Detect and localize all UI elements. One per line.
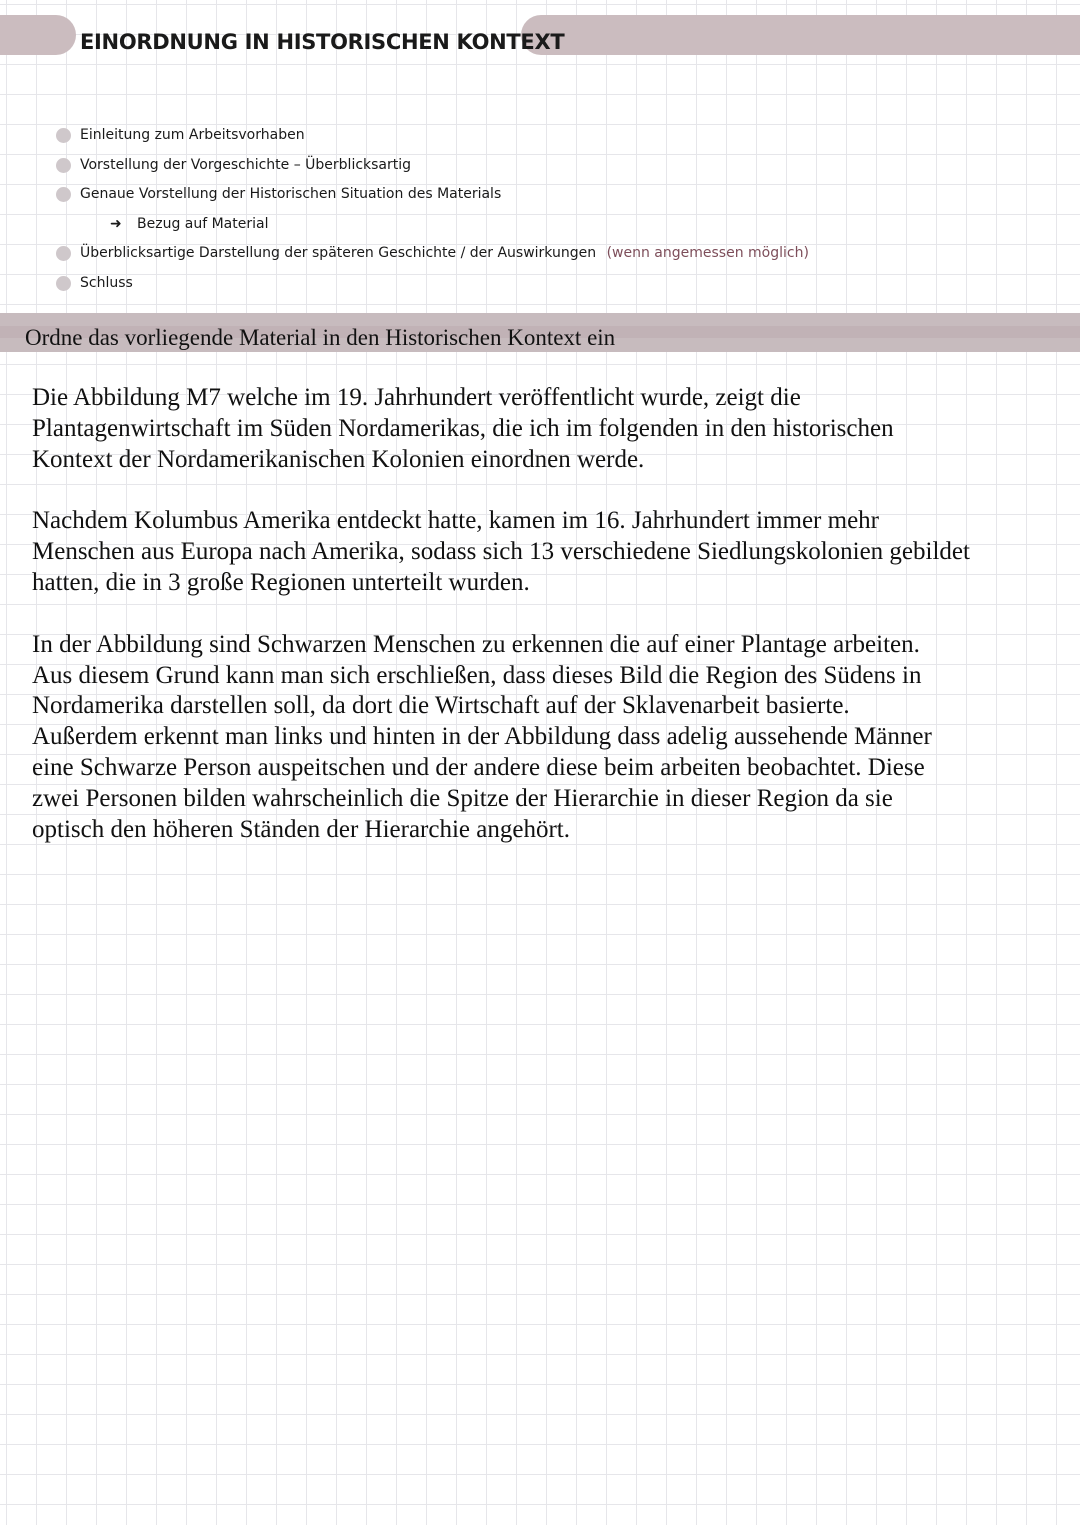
checklist-item-text: Überblicksartige Darstellung der späteren Geschichte / der Auswirkungen — [80, 245, 597, 261]
checklist-item-text: Genaue Vorstellung der Historischen Situation des Materials — [80, 186, 502, 202]
checklist-item-conclusion — [55, 269, 809, 299]
bullet-icon — [56, 187, 71, 202]
bullet-icon — [56, 128, 71, 143]
essay-line: Plantagenwirtschaft im Süden Nordamerikas, die ich im folgenden in den historischen — [32, 414, 894, 442]
essay-line: Menschen aus Europa nach Amerika, sodass sich 13 verschiedene Siedlungskolonien gebildet — [32, 538, 970, 566]
essay-line: zwei Personen bilden wahrscheinlich die Spitze der Hierarchie in dieser Region da sie — [32, 784, 893, 812]
essay-line: In der Abbildung sind Schwarzen Menschen zu erkennen die auf einer Plantage arbeiten. — [32, 630, 920, 658]
header-band-left — [0, 15, 76, 55]
bullet-icon — [56, 276, 71, 291]
checklist-item-text: Bezug auf Material — [137, 215, 269, 232]
essay-line: Außerdem erkennt man links und hinten in der Abbildung dass adelig aussehende Männer — [32, 723, 932, 751]
essay-line: Nordamerika darstellen soll, da dort die Wirtschaft auf der Sklavenarbeit basierte. — [32, 692, 850, 720]
essay-line: Nachdem Kolumbus Amerika entdeckt hatte, kamen im 16. Jahrhundert immer mehr — [32, 507, 879, 535]
task-prompt: Ordne das vorliegende Material in den Historischen Kontext ein — [25, 325, 616, 350]
essay-line: Aus diesem Grund kann man sich erschließen, dass dieses Bild die Region des Südens in — [32, 661, 922, 689]
checklist-item-text: Vorstellung der Vorgeschichte – Überblicksartig — [80, 156, 412, 173]
essay-paragraph-history — [32, 506, 1042, 598]
checklist-subitem-material — [55, 210, 809, 240]
header-band-right — [521, 15, 1080, 55]
essay-line: Kontext der Nordamerikanischen Kolonien einordnen werde. — [32, 445, 645, 473]
checklist-item-note: (wenn angemessen möglich) — [606, 245, 809, 261]
essay-paragraph-analysis — [32, 630, 1042, 846]
checklist-item-text: Einleitung zum Arbeitsvorhaben — [80, 127, 305, 143]
essay-line: Die Abbildung M7 welche im 19. Jahrhundert veröffentlicht wurde, zeigt die — [32, 384, 801, 411]
checklist-item-prehistory — [55, 151, 809, 181]
checklist — [55, 121, 809, 298]
essay-body — [32, 383, 1042, 876]
essay-line: eine Schwarze Person auspeitschen und der andere diese beim arbeiten beobachtet. Diese — [32, 753, 925, 781]
checklist-item-text: Schluss — [80, 274, 133, 291]
bullet-icon — [56, 158, 71, 173]
essay-line: hatten, die in 3 große Regionen unterteilt wurden. — [32, 568, 530, 596]
essay-line: optisch den höheren Ständen der Hierarchie angehört. — [32, 815, 570, 843]
essay-paragraph-intro — [32, 383, 1042, 475]
page-title: EINORDNUNG IN HISTORISCHEN KONTEXT — [80, 30, 565, 54]
checklist-item-situation — [55, 180, 809, 210]
arrow-right-icon: ➜ — [110, 215, 122, 232]
checklist-item-consequences — [55, 239, 809, 269]
bullet-icon — [56, 246, 71, 261]
checklist-item-introduction — [55, 121, 809, 151]
